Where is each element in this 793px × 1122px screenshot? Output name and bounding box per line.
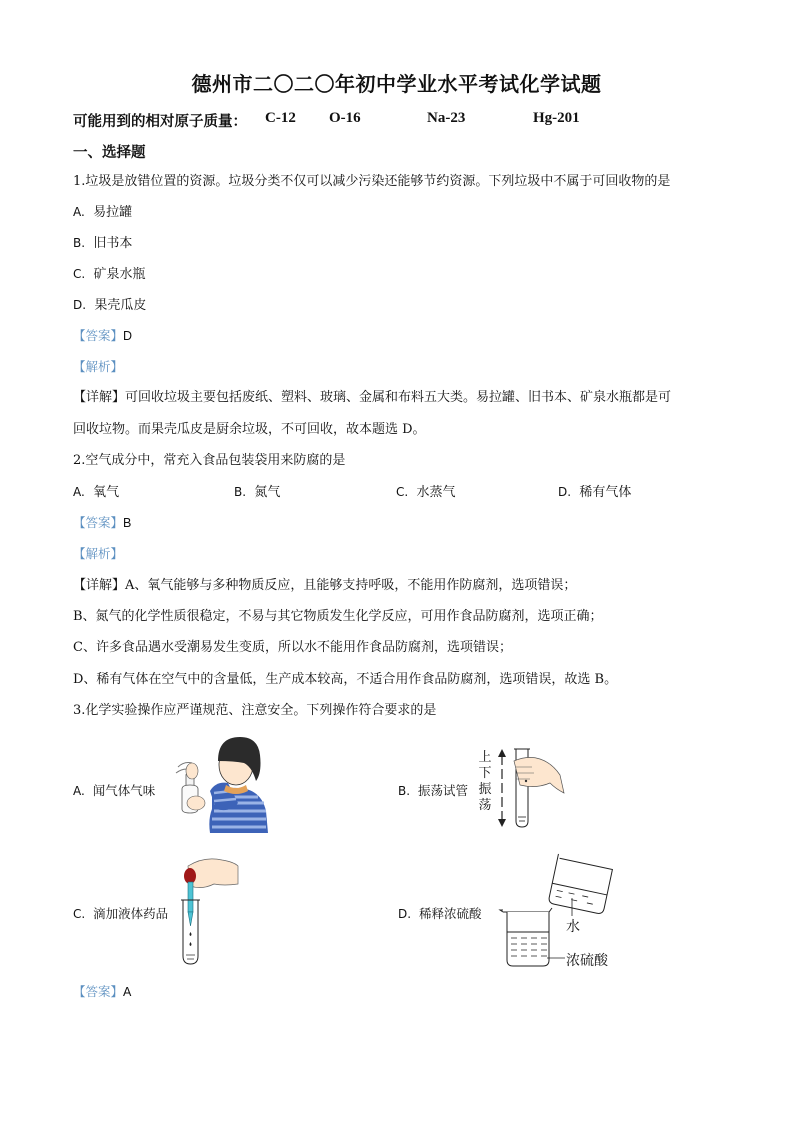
answer-value: D [123,329,133,343]
question-3-option-c [73,904,168,922]
answer-value: B [123,516,132,530]
question-text: 垃圾是放错位置的资源。垃圾分类不仅可以减少污染还能够节约资源。下列垃圾中不属于可回收物的是 [85,174,671,189]
option-label: B. [73,236,86,250]
figure-text: 上 [478,750,492,765]
question-3-option-b [398,781,468,799]
atomic-mass-c: C-12 [265,110,296,126]
option-label: A. [73,205,85,219]
detail-text: B、氮气的化学性质很稳定，不易与其它物质发生化学反应，可用作食品防腐剂，选项正确； [73,609,603,624]
detail-text: 回收垃物。而果壳瓜皮是厨余垃圾，不可回收，故本题选 D。 [73,422,426,437]
answer-tag: 【答案】 [73,328,124,343]
option-label: D. [398,907,412,921]
shaking-test-tube-figure [496,745,566,830]
detail-text: 可回收垃圾主要包括废纸、塑料、玻璃、金属和布料五大类。易拉罐、旧书本、矿泉水瓶都是可 [125,390,672,405]
question-text: 化学实验操作应严谨规范、注意安全。下列操作符合要求的是 [85,703,437,718]
option-text: 矿泉水瓶 [93,267,146,282]
option-label: A. [73,485,85,499]
question-1-stem [73,174,670,190]
option-text: 振荡试管 [418,783,469,798]
question-1-answer [73,328,132,345]
atomic-mass-na: Na-23 [427,110,466,126]
question-2-answer [73,515,131,532]
detail-text: D、稀有气体在空气中的含量低，生产成本较高，不适合用作食品防腐剂，选项错误，故选 B。 [73,672,618,687]
atomic-mass-o: O-16 [329,110,361,126]
option-text: 滴加液体药品 [93,906,169,921]
option-text: 果壳瓜皮 [94,298,147,313]
question-2-options [73,484,733,502]
detail-tag: 【详解】 [73,390,126,405]
figure-text: 荡 [478,798,492,813]
question-2-detail-line-3 [73,640,512,656]
option-text: 旧书本 [93,236,133,251]
document-title: 德州市二〇二〇年初中学业水平考试化学试题 [191,72,602,96]
question-2-option-a [73,484,119,501]
shake-direction-label [477,750,493,814]
question-number: 3. [73,703,86,718]
option-text: 水蒸气 [416,485,456,500]
person-smelling-gas-figure [170,733,270,833]
option-label: D. [558,485,572,499]
option-label: C. [396,485,409,499]
question-1-option-d [73,297,146,314]
question-2-option-d [558,484,631,501]
question-1-option-c [73,266,145,283]
option-label: C. [73,907,86,921]
dropper-into-test-tube-figure [178,858,240,970]
option-label: B. [234,485,247,499]
detail-tag: 【详解】 [73,578,126,593]
figure-text: 振 [478,782,492,797]
option-text: 闻气体气味 [92,783,156,798]
question-2-analysis [73,546,123,563]
question-1-option-a [73,204,132,221]
concentrated-sulfuric-acid-label: 浓硫酸 [566,953,608,969]
question-3-stem [73,703,436,719]
question-number: 2. [73,453,86,468]
question-2-stem [73,453,345,469]
question-2-detail-line-2 [73,609,603,625]
question-1-detail-line-1 [73,390,671,406]
question-2-option-c [396,484,455,501]
section-title: 一、选择题 [73,145,146,161]
question-2-detail-line-1 [73,578,576,594]
water-label: 水 [566,919,580,935]
option-label: C. [73,267,86,281]
answer-tag: 【答案】 [73,984,124,999]
question-1-option-b [73,235,132,252]
analysis-tag: 【解析】 [73,546,124,561]
question-2-option-b [234,484,280,501]
answer-value: A [123,985,132,999]
atomic-mass-hg: Hg-201 [533,110,580,126]
atomic-masses-line [73,110,773,130]
atomic-masses-label: 可能用到的相对原子质量： [73,114,247,130]
question-3-option-a [73,781,155,799]
option-text: 稀释浓硫酸 [419,906,482,921]
option-text: 稀有气体 [579,485,632,500]
figure-text: 下 [478,766,492,781]
question-number: 1. [73,174,86,189]
answer-tag: 【答案】 [73,515,124,530]
option-label: D. [73,298,87,312]
option-label: A. [73,784,85,798]
question-3-option-d [398,904,482,922]
question-1-detail-line-2 [73,422,426,438]
option-label: B. [398,784,411,798]
option-text: 氮气 [254,485,281,500]
analysis-tag: 【解析】 [73,359,124,374]
question-3-answer [73,984,131,1001]
question-2-detail-line-4 [73,672,617,688]
detail-text: A、氧气能够与多种物质反应，且能够支持呼吸，不能用作防腐剂，选项错误； [125,578,577,593]
question-1-analysis [73,359,123,376]
option-text: 氧气 [93,485,120,500]
detail-text: C、许多食品遇水受潮易发生变质，所以水不能用作食品防腐剂，选项错误； [73,640,512,655]
question-text: 空气成分中，常充入食品包装袋用来防腐的是 [85,453,346,468]
option-text: 易拉罐 [93,205,133,220]
